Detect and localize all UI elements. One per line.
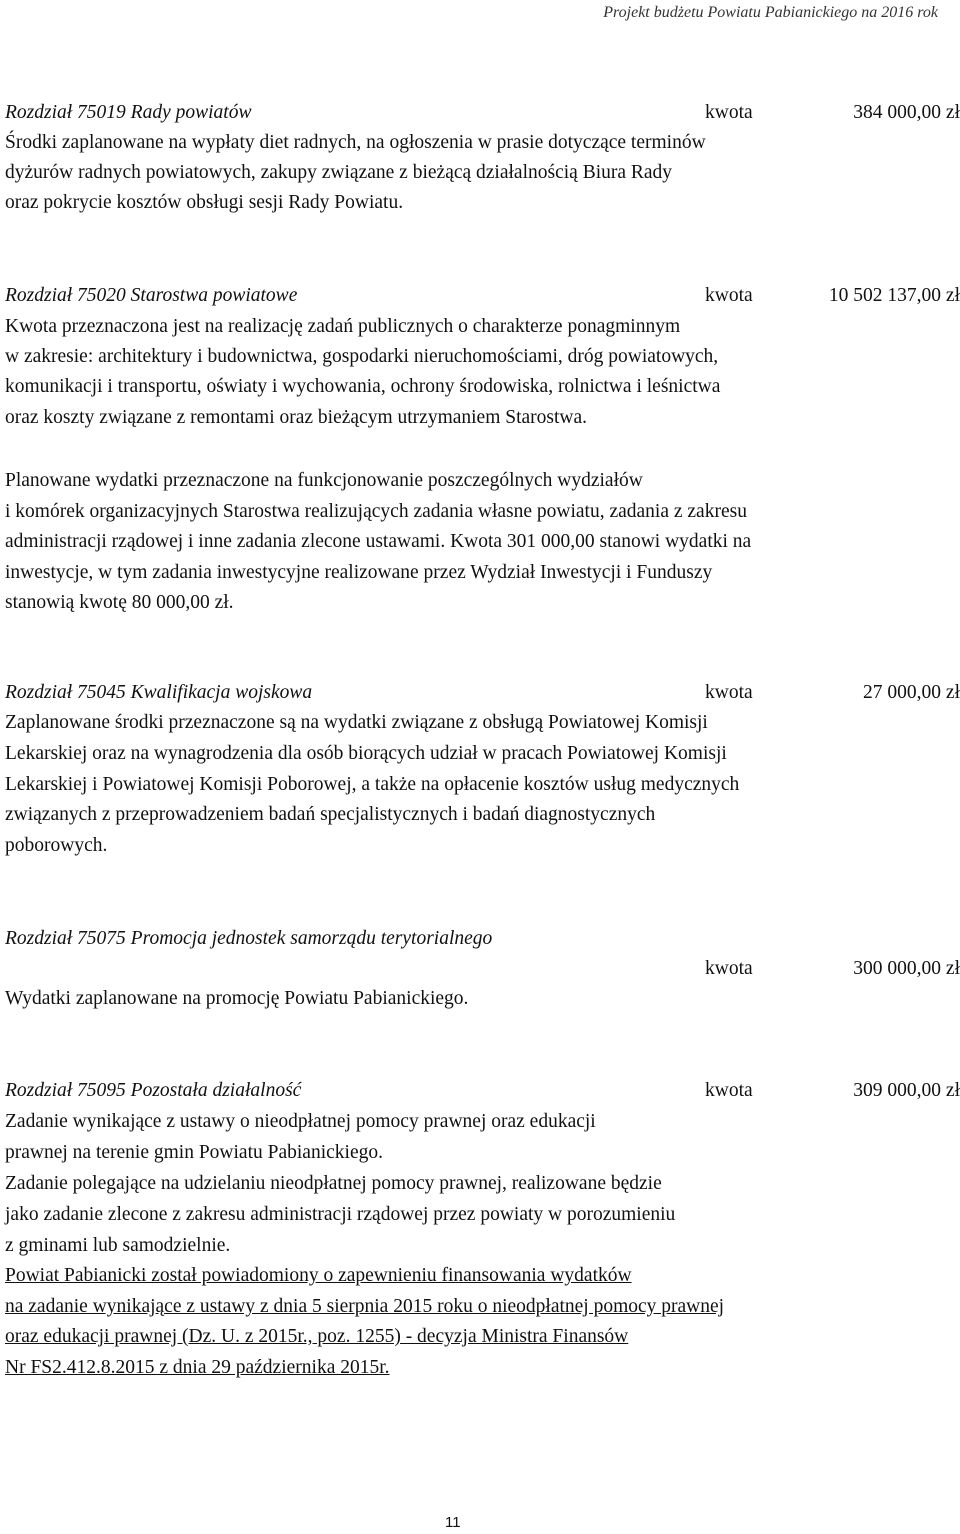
text-line: poborowych. [5,835,108,856]
text-line: inwestycje, w tym zadania inwestycyjne realizowane przez Wydział Inwestycji i Funduszy [5,562,713,583]
text-line: jako zadanie zlecone z zakresu administracji rządowej przez powiaty w porozumieniu [5,1204,676,1225]
text-line: Wydatki zaplanowane na promocję Powiatu Pabianickiego. [5,988,469,1009]
text-line: oraz koszty związane z remontami oraz bieżącym utrzymaniem Starostwa. [5,407,588,428]
section-heading-75095: Rozdział 75095 Pozostała działalność [5,1080,302,1101]
underlined-note-line: Powiat Pabianicki został powiadomiony o zapewnieniu finansowania wydatków [5,1265,632,1286]
text-line: Zadanie polegające na udzielaniu nieodpłatnej pomocy prawnej, realizowane będzie [5,1173,662,1194]
section-amount-75095: 309 000,00 zł [853,1080,960,1101]
text-line: Kwota przeznaczona jest na realizację zadań publicznych o charakterze ponagminnym [5,316,681,337]
kwota-label: kwota [705,285,753,306]
section-heading-75075: Rozdział 75075 Promocja jednostek samorządu terytorialnego [5,928,493,949]
section-amount-75019: 384 000,00 zł [853,102,960,123]
underlined-note-line: Nr FS2.412.8.2015 z dnia 29 października 2015r. [5,1357,390,1378]
text-line: Zadanie wynikające z ustawy o nieodpłatnej pomocy prawnej oraz edukacji [5,1111,596,1132]
text-line: stanowią kwotę 80 000,00 zł. [5,592,234,613]
underlined-note-line: na zadanie wynikające z ustawy z dnia 5 sierpnia 2015 roku o nieodpłatnej pomocy prawnej [5,1296,725,1317]
text-line: prawnej na terenie gmin Powiatu Pabianickiego. [5,1142,383,1163]
text-line: w zakresie: architektury i budownictwa, gospodarki nieruchomościami, dróg powiatowych, [5,346,719,367]
underlined-note-line: oraz edukacji prawnej (Dz. U. z 2015r., poz. 1255) - decyzja Ministra Finansów [5,1326,629,1347]
section-heading-75045: Rozdział 75045 Kwalifikacja wojskowa [5,682,313,703]
section-heading-75020: Rozdział 75020 Starostwa powiatowe [5,285,298,306]
text-line: administracji rządowej i inne zadania zlecone ustawami. Kwota 301 000,00 stanowi wydatki na [5,531,752,552]
text-line: Środki zaplanowane na wypłaty diet radnych, na ogłoszenia w prasie dotyczące terminów [5,132,706,153]
kwota-label: kwota [705,1080,753,1101]
text-line: Lekarskiej oraz na wynagrodzenia dla osób biorących udział w pracach Powiatowej Komisji [5,743,727,764]
section-amount-75020: 10 502 137,00 zł [828,285,960,306]
text-line: oraz pokrycie kosztów obsługi sesji Rady Powiatu. [5,192,404,213]
kwota-label: kwota [705,102,753,123]
kwota-label: kwota [705,682,753,703]
text-line: z gminami lub samodzielnie. [5,1235,231,1256]
kwota-label: kwota [705,958,753,979]
page-number: 11 [445,1514,461,1531]
text-line: Planowane wydatki przeznaczone na funkcjonowanie poszczególnych wydziałów [5,470,643,491]
page-header-title: Projekt budżetu Powiatu Pabianickiego na 2016 rok [603,4,938,21]
text-line: dyżurów radnych powiatowych, zakupy związane z bieżącą działalnością Biura Rady [5,162,673,183]
text-line: komunikacji i transportu, oświaty i wychowania, ochrony środowiska, rolnictwa i leśnictwa [5,376,721,397]
text-line: i komórek organizacyjnych Starostwa realizujących zadania własne powiatu, zadania z zakresu [5,501,747,522]
section-amount-75045: 27 000,00 zł [863,682,960,703]
text-line: Zaplanowane środki przeznaczone są na wydatki związane z obsługą Powiatowej Komisji [5,712,708,733]
section-amount-75075: 300 000,00 zł [853,958,960,979]
section-heading-75019: Rozdział 75019 Rady powiatów [5,102,252,123]
text-line: związanych z przeprowadzeniem badań specjalistycznych i badań diagnostycznych [5,804,656,825]
text-line: Lekarskiej i Powiatowej Komisji Poborowej, a także na opłacenie kosztów usług medycznych [5,774,740,795]
